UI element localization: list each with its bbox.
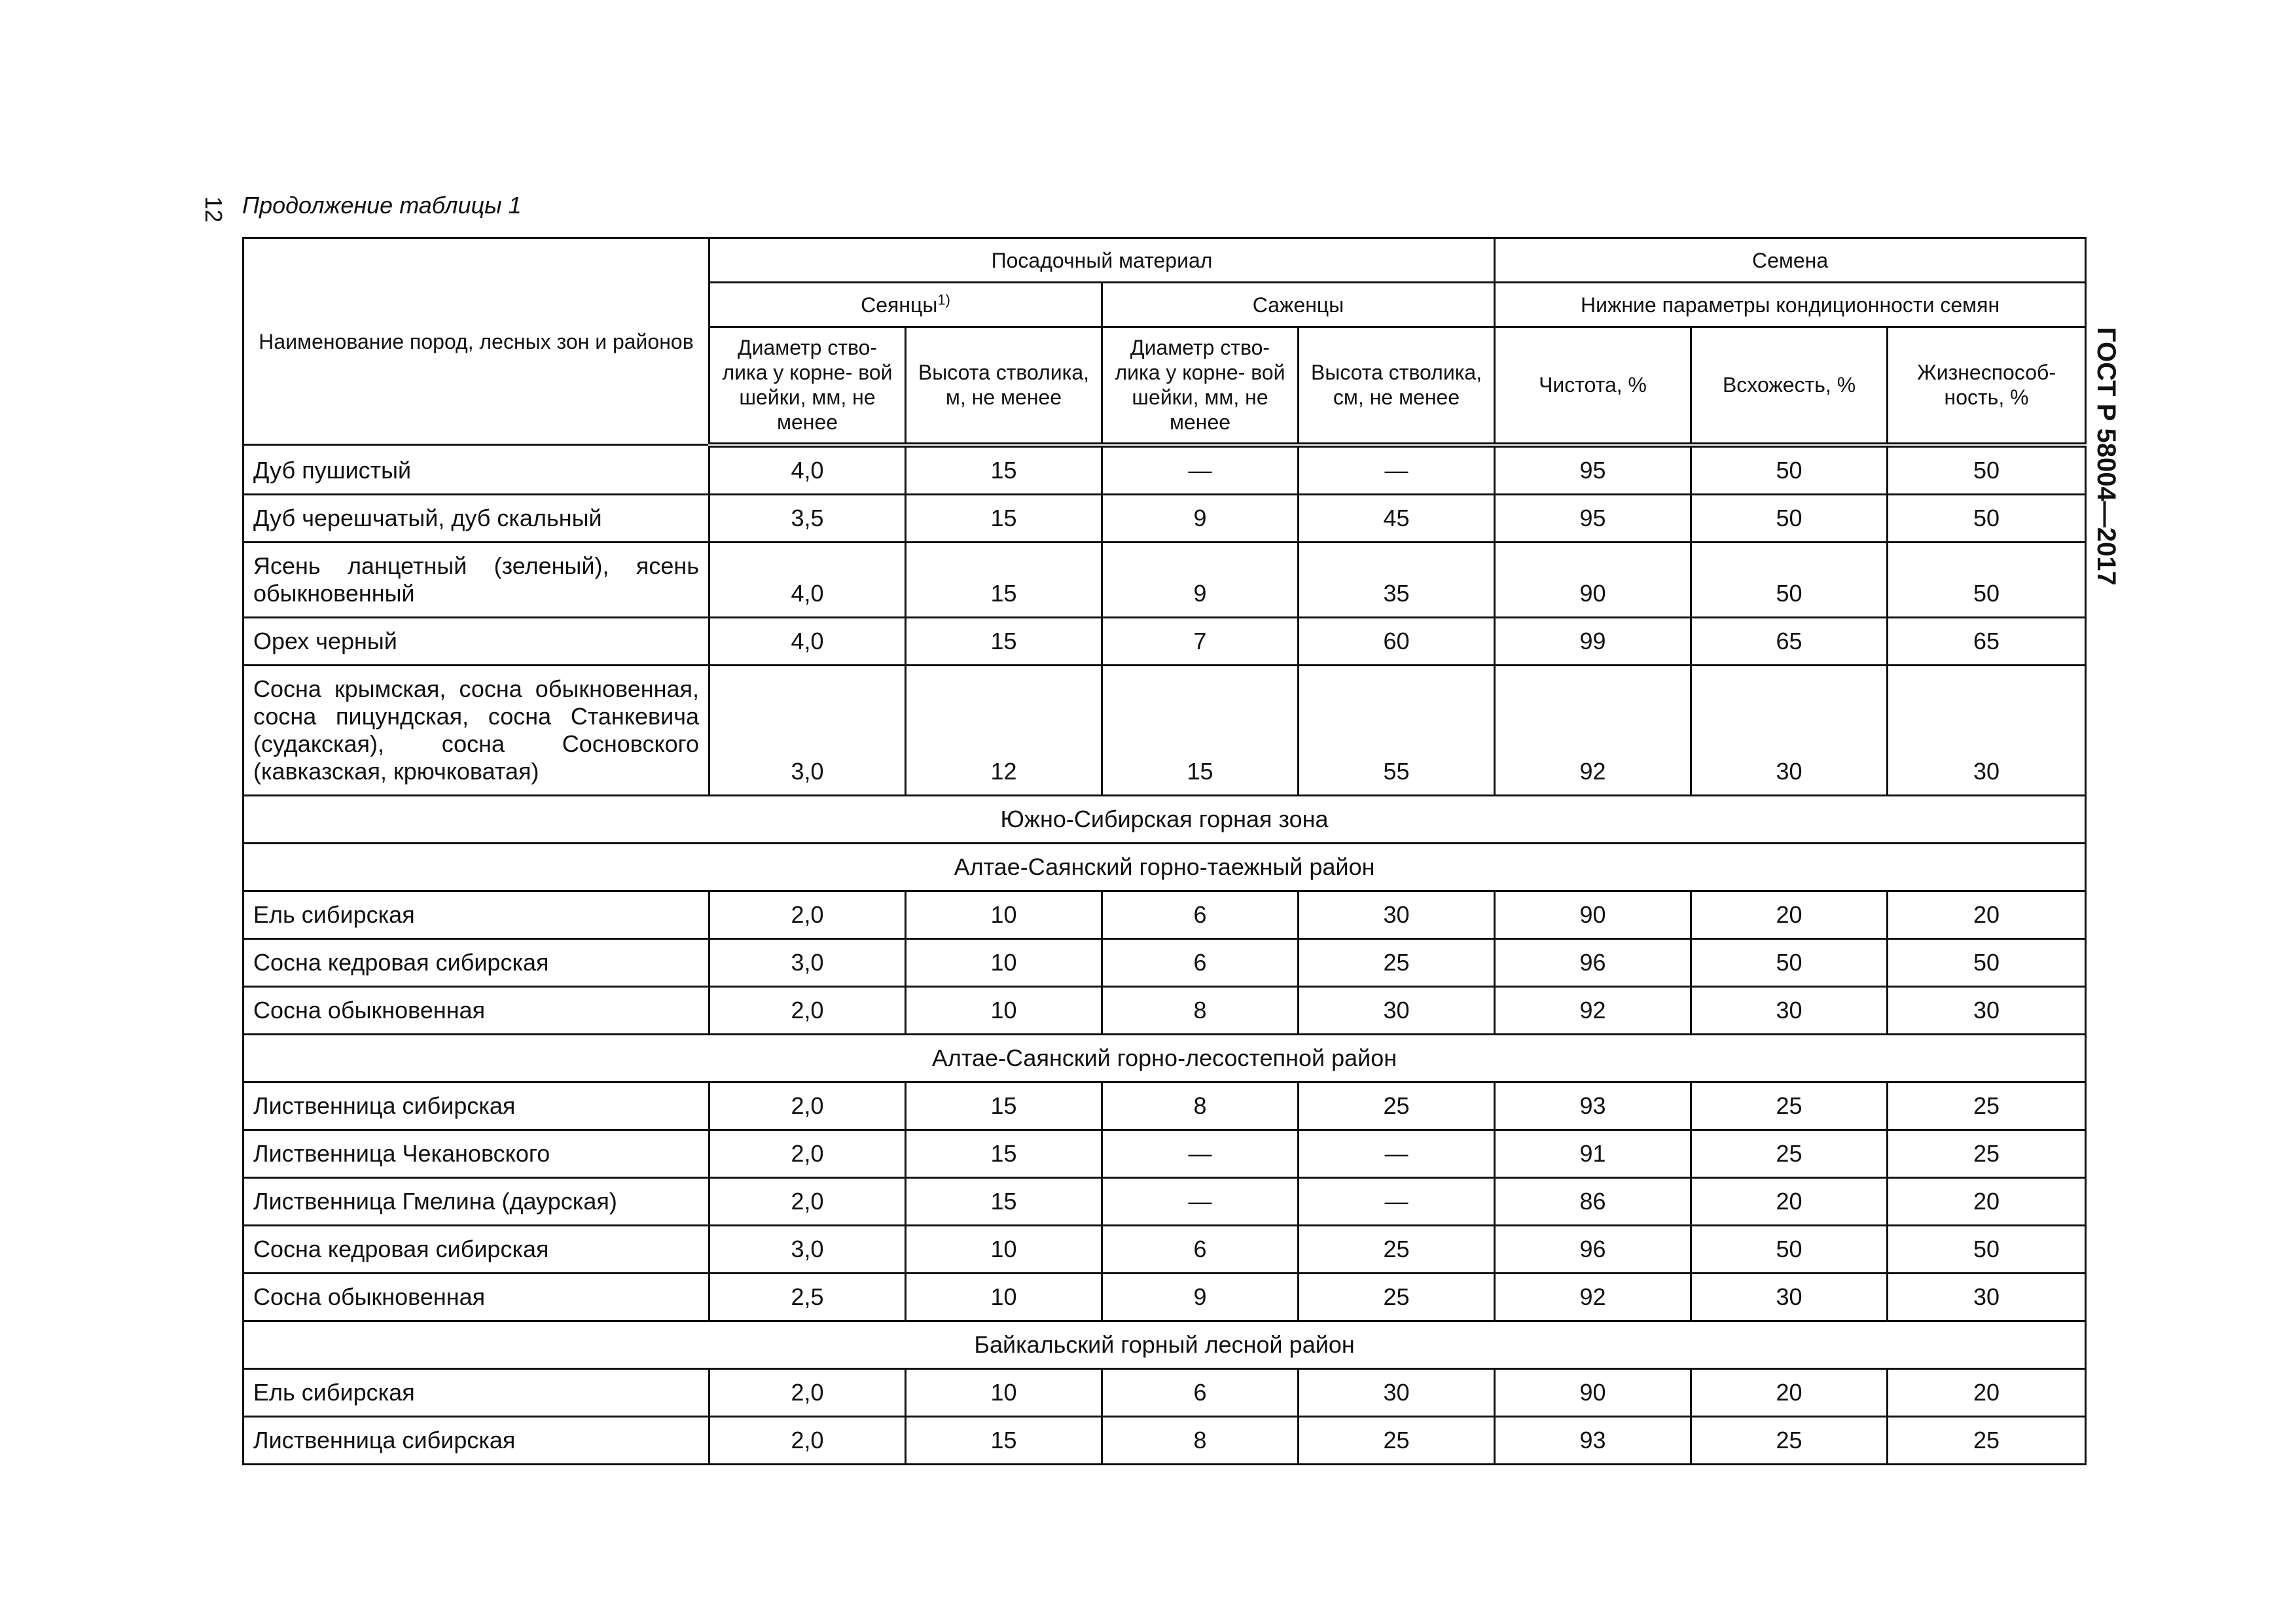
sapling-height-cell: 30 — [1299, 1368, 1495, 1416]
species-name: Сосна кедровая сибирская — [243, 1225, 709, 1273]
seedling-height-cell: 15 — [906, 1082, 1102, 1130]
viability-cell: 50 — [1888, 494, 2086, 542]
seedling-diameter-cell: 2,0 — [709, 891, 906, 938]
table-row — [243, 494, 2086, 542]
species-name: Дуб пушистый — [243, 445, 709, 495]
seedling-diameter-cell: 2,0 — [709, 1416, 906, 1464]
table-row — [243, 1416, 2086, 1464]
purity-cell: 90 — [1495, 891, 1691, 938]
sapling-diameter-cell: 6 — [1102, 1225, 1299, 1273]
header-viability: Жизнеспособ- ность, % — [1888, 327, 2086, 445]
seedling-height-cell: 10 — [906, 1368, 1102, 1416]
table-row — [243, 891, 2086, 938]
sapling-height-cell: 25 — [1299, 938, 1495, 986]
germination-cell: 50 — [1691, 494, 1888, 542]
seedling-diameter-cell: 2,0 — [709, 1177, 906, 1225]
viability-cell: 25 — [1888, 1082, 2086, 1130]
table-row — [243, 542, 2086, 617]
header-seed-params: Нижние параметры кондиционности семян — [1495, 283, 2086, 327]
seedling-height-cell: 10 — [906, 1273, 1102, 1321]
sapling-diameter-cell: — — [1102, 1177, 1299, 1225]
species-name: Орех черный — [243, 617, 709, 665]
germination-cell: 30 — [1691, 665, 1888, 795]
header-planting-material: Посадочный материал — [709, 238, 1495, 283]
sapling-diameter-cell: 9 — [1102, 494, 1299, 542]
seedling-height-cell: 10 — [906, 938, 1102, 986]
species-name: Лиственница сибирская — [243, 1416, 709, 1464]
germination-cell: 50 — [1691, 542, 1888, 617]
germination-cell: 20 — [1691, 891, 1888, 938]
germination-cell: 25 — [1691, 1082, 1888, 1130]
germination-cell: 50 — [1691, 1225, 1888, 1273]
table-row — [243, 617, 2086, 665]
seedling-height-cell: 15 — [906, 617, 1102, 665]
species-name: Лиственница Гмелина (даурская) — [243, 1177, 709, 1225]
header-sapling-diameter: Диаметр ство- лика у корне- вой шейки, мм, не менее — [1102, 327, 1299, 445]
seedling-height-cell: 10 — [906, 986, 1102, 1034]
seedling-diameter-cell: 4,0 — [709, 617, 906, 665]
footnote-ref: 1) — [937, 291, 950, 308]
species-name: Сосна обыкновенная — [243, 1273, 709, 1321]
germination-cell: 65 — [1691, 617, 1888, 665]
purity-cell: 90 — [1495, 542, 1691, 617]
sapling-height-cell: — — [1299, 445, 1495, 495]
header-germination: Всхожесть, % — [1691, 327, 1888, 445]
purity-cell: 93 — [1495, 1416, 1691, 1464]
header-seedlings-label: Сеянцы — [861, 293, 938, 317]
purity-cell: 92 — [1495, 1273, 1691, 1321]
germination-cell: 50 — [1691, 938, 1888, 986]
viability-cell: 50 — [1888, 1225, 2086, 1273]
header-seeds: Семена — [1495, 238, 2086, 283]
section-row — [243, 1034, 2086, 1082]
purity-cell: 91 — [1495, 1130, 1691, 1177]
sapling-diameter-cell: 8 — [1102, 986, 1299, 1034]
table-row — [243, 1225, 2086, 1273]
section-title: Алтае-Саянский горно-таежный район — [243, 843, 2086, 891]
purity-cell: 92 — [1495, 665, 1691, 795]
sapling-height-cell: 55 — [1299, 665, 1495, 795]
purity-cell: 93 — [1495, 1082, 1691, 1130]
sapling-height-cell: — — [1299, 1177, 1495, 1225]
sapling-diameter-cell: 9 — [1102, 542, 1299, 617]
section-title: Алтае-Саянский горно-лесостепной район — [243, 1034, 2086, 1082]
seedling-diameter-cell: 2,0 — [709, 1130, 906, 1177]
table-row — [243, 986, 2086, 1034]
standard-code — [2088, 327, 2125, 668]
sapling-height-cell: — — [1299, 1130, 1495, 1177]
sapling-height-cell: 30 — [1299, 891, 1495, 938]
table-row — [243, 1177, 2086, 1225]
species-table — [242, 237, 2087, 1465]
purity-cell: 92 — [1495, 986, 1691, 1034]
sapling-height-cell: 25 — [1299, 1082, 1495, 1130]
table-row — [243, 1273, 2086, 1321]
seedling-diameter-cell: 3,0 — [709, 1225, 906, 1273]
section-row — [243, 1321, 2086, 1368]
viability-cell: 25 — [1888, 1416, 2086, 1464]
germination-cell: 25 — [1691, 1130, 1888, 1177]
seedling-height-cell: 15 — [906, 1130, 1102, 1177]
sapling-diameter-cell: 6 — [1102, 1368, 1299, 1416]
species-name: Дуб черешчатый, дуб скальный — [243, 494, 709, 542]
seedling-diameter-cell: 4,0 — [709, 445, 906, 495]
page-number: 12 — [200, 196, 227, 223]
sapling-diameter-cell: 15 — [1102, 665, 1299, 795]
table-row — [243, 1130, 2086, 1177]
sapling-height-cell: 60 — [1299, 617, 1495, 665]
header-purity: Чистота, % — [1495, 327, 1691, 445]
seedling-height-cell: 15 — [906, 445, 1102, 495]
viability-cell: 20 — [1888, 1177, 2086, 1225]
seedling-diameter-cell: 2,0 — [709, 1368, 906, 1416]
species-name: Сосна кедровая сибирская — [243, 938, 709, 986]
sapling-diameter-cell: 8 — [1102, 1082, 1299, 1130]
sapling-height-cell: 45 — [1299, 494, 1495, 542]
header-sapling-height: Высота стволика, см, не менее — [1299, 327, 1495, 445]
seedling-diameter-cell: 2,5 — [709, 1273, 906, 1321]
sapling-diameter-cell: 6 — [1102, 938, 1299, 986]
seedling-height-cell: 15 — [906, 1416, 1102, 1464]
purity-cell: 96 — [1495, 938, 1691, 986]
seedling-diameter-cell: 3,0 — [709, 938, 906, 986]
section-title: Южно-Сибирская горная зона — [243, 795, 2086, 843]
species-name: Лиственница Чекановского — [243, 1130, 709, 1177]
viability-cell: 65 — [1888, 617, 2086, 665]
table-row — [243, 938, 2086, 986]
table-row — [243, 445, 2086, 495]
purity-cell: 90 — [1495, 1368, 1691, 1416]
header-seedling-height: Высота стволика, м, не менее — [906, 327, 1102, 445]
header-seedling-diameter: Диаметр ство- лика у корне- вой шейки, мм, не менее — [709, 327, 906, 445]
germination-cell: 30 — [1691, 1273, 1888, 1321]
species-name: Ель сибирская — [243, 1368, 709, 1416]
seedling-diameter-cell: 3,5 — [709, 494, 906, 542]
sapling-diameter-cell: — — [1102, 1130, 1299, 1177]
table-row — [243, 1082, 2086, 1130]
species-name: Лиственница сибирская — [243, 1082, 709, 1130]
purity-cell: 95 — [1495, 494, 1691, 542]
germination-cell: 25 — [1691, 1416, 1888, 1464]
germination-cell: 20 — [1691, 1368, 1888, 1416]
germination-cell: 30 — [1691, 986, 1888, 1034]
seedling-height-cell: 10 — [906, 1225, 1102, 1273]
species-name: Ясень ланцетный (зеленый), ясень обыкновенный — [243, 542, 709, 617]
sapling-height-cell: 25 — [1299, 1225, 1495, 1273]
viability-cell: 20 — [1888, 891, 2086, 938]
purity-cell: 96 — [1495, 1225, 1691, 1273]
species-name: Ель сибирская — [243, 891, 709, 938]
sapling-diameter-cell: 6 — [1102, 891, 1299, 938]
sapling-diameter-cell: 8 — [1102, 1416, 1299, 1464]
viability-cell: 20 — [1888, 1368, 2086, 1416]
table-row — [243, 665, 2086, 795]
sapling-height-cell: 25 — [1299, 1273, 1495, 1321]
seedling-diameter-cell: 3,0 — [709, 665, 906, 795]
sapling-diameter-cell: — — [1102, 445, 1299, 495]
section-row — [243, 843, 2086, 891]
viability-cell: 30 — [1888, 665, 2086, 795]
seedling-height-cell: 12 — [906, 665, 1102, 795]
viability-cell: 30 — [1888, 986, 2086, 1034]
species-name: Сосна обыкновенная — [243, 986, 709, 1034]
seedling-height-cell: 15 — [906, 1177, 1102, 1225]
purity-cell: 86 — [1495, 1177, 1691, 1225]
header-name-column: Наименование пород, лесных зон и районов — [243, 238, 709, 445]
seedling-diameter-cell: 2,0 — [709, 1082, 906, 1130]
header-saplings: Саженцы — [1102, 283, 1495, 327]
germination-cell: 20 — [1691, 1177, 1888, 1225]
viability-cell: 50 — [1888, 542, 2086, 617]
header-seedlings — [709, 283, 1102, 327]
viability-cell: 25 — [1888, 1130, 2086, 1177]
species-name: Сосна крымская, сосна обыкновенная, сосна пицундская, сосна Станкевича (судакская), сосна Сосновского (кавказская, крючковатая) — [243, 665, 709, 795]
seedling-height-cell: 15 — [906, 494, 1102, 542]
table-body — [243, 445, 2086, 1465]
seedling-diameter-cell: 2,0 — [709, 986, 906, 1034]
table-row — [243, 1368, 2086, 1416]
viability-cell: 30 — [1888, 1273, 2086, 1321]
viability-cell: 50 — [1888, 445, 2086, 495]
viability-cell: 50 — [1888, 938, 2086, 986]
purity-cell: 99 — [1495, 617, 1691, 665]
germination-cell: 50 — [1691, 445, 1888, 495]
sapling-diameter-cell: 7 — [1102, 617, 1299, 665]
seedling-height-cell: 15 — [906, 542, 1102, 617]
standard-code-text: ГОСТ Р 58004—2017 — [2092, 327, 2121, 586]
sapling-diameter-cell: 9 — [1102, 1273, 1299, 1321]
purity-cell: 95 — [1495, 445, 1691, 495]
sapling-height-cell: 35 — [1299, 542, 1495, 617]
table-caption: Продолжение таблицы 1 — [242, 192, 522, 219]
sapling-height-cell: 25 — [1299, 1416, 1495, 1464]
sapling-height-cell: 30 — [1299, 986, 1495, 1034]
section-title: Байкальский горный лесной район — [243, 1321, 2086, 1368]
seedling-diameter-cell: 4,0 — [709, 542, 906, 617]
section-row — [243, 795, 2086, 843]
seedling-height-cell: 10 — [906, 891, 1102, 938]
